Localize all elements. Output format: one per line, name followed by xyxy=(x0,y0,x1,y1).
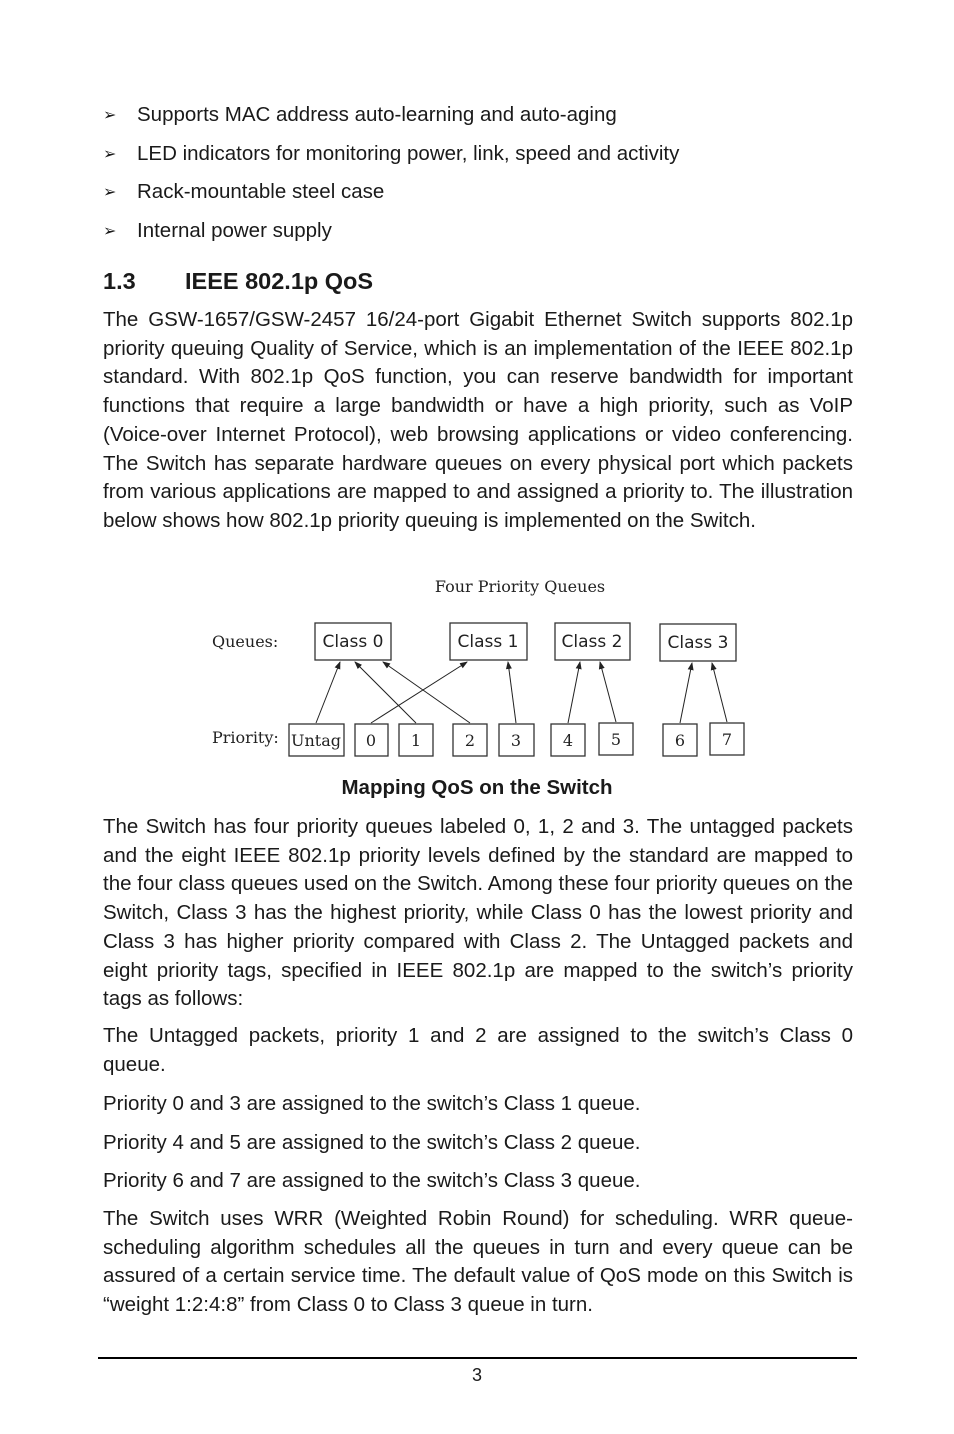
bullet-text: Internal power supply xyxy=(137,218,332,242)
list-item xyxy=(103,100,863,139)
arrow-3-to-class-1 xyxy=(508,662,516,723)
class-0-label: Class 0 xyxy=(322,632,384,652)
priority-4-label: 4 xyxy=(562,731,574,750)
bullet-text: Rack-mountable steel case xyxy=(137,180,385,203)
priority-7-label: 7 xyxy=(721,730,733,749)
priority-6-label: 6 xyxy=(674,731,686,750)
arrow-untag-to-class-0 xyxy=(316,662,340,723)
arrow-5-to-class-2 xyxy=(600,662,616,722)
wrr-paragraph: The Switch uses WRR (Weighted Robin Round) for scheduling. WRR queue-scheduling algorithm schedules all the queues in turn and every queue can be assured of a certain service time. The default value of QoS mode on this Switch is “weight 1:2:4:8” from Class 0 to Class 3 queue in turn. xyxy=(103,1207,853,1317)
class-3-paragraph: Priority 6 and 7 are assigned to the switch’s Class 3 queue. xyxy=(103,1169,641,1192)
arrow-bullet-icon: ➢ xyxy=(103,182,117,201)
priority-0-label: 0 xyxy=(365,731,377,750)
section-title: IEEE 802.1p QoS xyxy=(185,268,374,294)
diagram-title: Four Priority Queues xyxy=(434,577,606,596)
priority-5-label: 5 xyxy=(610,730,622,749)
priority-1-label: 1 xyxy=(410,731,422,750)
section-heading xyxy=(103,264,373,298)
arrow-bullet-icon: ➢ xyxy=(103,143,117,163)
class-2-paragraph: Priority 4 and 5 are assigned to the switch’s Class 2 queue. xyxy=(103,1131,641,1154)
feature-list xyxy=(103,100,863,254)
queues-paragraph: The Switch has four priority queues labeled 0, 1, 2 and 3. The untagged packets and the eight IEEE 802.1p priority levels defined by the standard are mapped to the four class queues used on the Switch. Among these four priority queues on the Switch, Class 3 has the highest priority, while Class 0 has the lowest priority and Class 3 has higher priority compared with Class 2. The Untagged packets and eight priority tags, specified in IEEE 802.1p are mapped to the switch’s priority tags as follows: xyxy=(103,815,853,1011)
arrow-2-to-class-0 xyxy=(383,662,470,723)
arrow-bullet-icon: ➢ xyxy=(103,220,117,240)
section-number: 1.3 xyxy=(103,268,136,294)
priority-3-label: 3 xyxy=(510,731,522,750)
class-3-label: Class 3 xyxy=(667,633,729,653)
list-item xyxy=(103,139,863,178)
arrow-7-to-class-3 xyxy=(712,663,727,722)
priority-2-label: 2 xyxy=(464,731,476,750)
priority-label: Priority: xyxy=(212,728,279,747)
arrow-6-to-class-3 xyxy=(680,663,692,723)
footer-rule xyxy=(98,1357,857,1359)
class-0-paragraph: The Untagged packets, priority 1 and 2 are assigned to the switch’s Class 0 queue. xyxy=(103,1024,853,1076)
intro-paragraph: The GSW-1657/GSW-2457 16/24-port Gigabit Ethernet Switch supports 802.1p priority queuing Quality of Service, which is an implementation of the IEEE 802.1p standard. With 802.1p QoS function, you can reserve bandwidth for important functions that require a large bandwidth or have a high priority, such as VoIP (Voice-over Internet Protocol), web browsing applications or video conferencing. The Switch has separate hardware queues on every physical port which packets from various applications are mapped to and assigned a priority to. The illustration below shows how 802.1p priority queuing is implemented on the Switch. xyxy=(103,308,853,532)
bullet-text: LED indicators for monitoring power, link, speed and activity xyxy=(137,141,680,165)
arrow-4-to-class-2 xyxy=(568,662,580,723)
class-2-label: Class 2 xyxy=(561,632,623,652)
class-1-label: Class 1 xyxy=(457,632,519,652)
page-number: 3 xyxy=(471,1365,482,1385)
priority-untag-label: Untag xyxy=(291,731,341,750)
class-1-paragraph: Priority 0 and 3 are assigned to the switch’s Class 1 queue. xyxy=(103,1092,641,1115)
bullet-text: Supports MAC address auto-learning and auto-aging xyxy=(137,103,617,126)
list-item xyxy=(103,216,863,255)
qos-mapping-diagram xyxy=(205,572,750,767)
figure-caption: Mapping QoS on the Switch xyxy=(341,776,613,799)
list-item xyxy=(103,177,863,216)
queues-label: Queues: xyxy=(212,632,279,651)
arrow-bullet-icon: ➢ xyxy=(103,105,117,124)
